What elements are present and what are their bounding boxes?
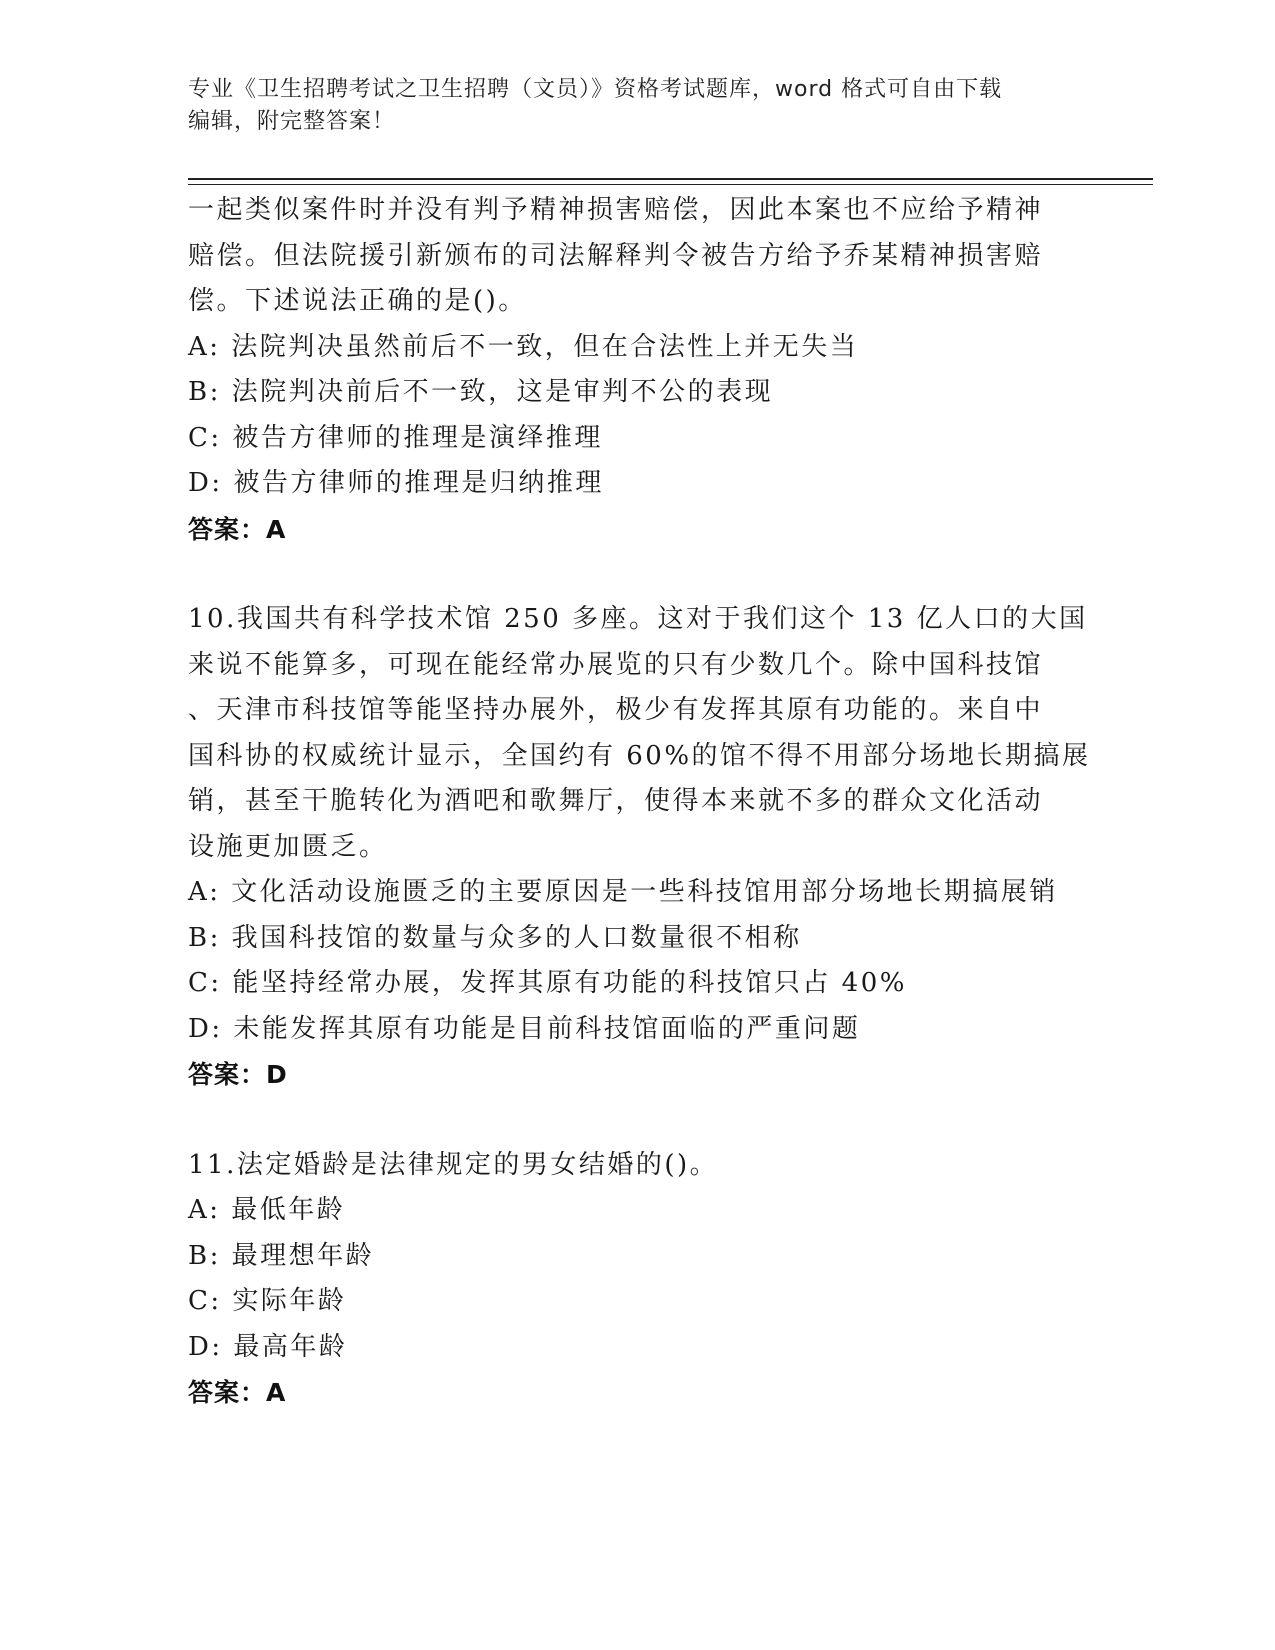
option-b: B: 法院判决前后不一致，这是审判不公的表现 (188, 377, 774, 407)
option-d: D: 未能发挥其原有功能是目前科技馆面临的严重问题 (188, 1013, 861, 1044)
question-content (188, 188, 1091, 1416)
question-9 (188, 188, 1088, 552)
option-a: A: 最低年龄 (188, 1195, 346, 1225)
option-b: B: 最理想年龄 (188, 1240, 375, 1271)
answer-label: 答案：A (188, 1378, 287, 1407)
answer-label: 答案：A (188, 514, 287, 544)
option-d: D: 最高年龄 (188, 1331, 348, 1362)
question-stem-line: 国科协的权威统计显示，全国约有 60%的馆不得不用部分场地长期搞展 (188, 740, 1091, 771)
question-stem-line: 、天津市科技馆等能坚持办展外，极少有发挥其原有功能的。来自中 (188, 695, 1044, 725)
option-d: D: 被告方律师的推理是归纳推理 (188, 468, 604, 498)
question-stem-line: 设施更加匮乏。 (188, 831, 388, 862)
spacer (188, 552, 1088, 597)
header-divider-thin (188, 184, 1153, 185)
document-header (188, 74, 1088, 138)
question-stem-line: 一起类似案件时并没有判予精神损害赔偿，因此本案也不应给予精神 (188, 195, 1044, 225)
spacer (188, 1098, 1088, 1143)
option-a: A: 法院判决虽然前后不一致，但在合法性上并无失当 (188, 331, 859, 362)
header-divider-thick (188, 178, 1153, 180)
question-stem-line: 偿。下述说法正确的是()。 (188, 286, 527, 316)
question-stem-line: 10.我国共有科学技术馆 250 多座。这对于我们这个 13 亿人口的大国 (188, 604, 1088, 634)
option-b: B: 我国科技馆的数量与众多的人口数量很不相称 (188, 922, 802, 953)
question-stem-line: 来说不能算多，可现在能经常办展览的只有少数几个。除中国科技馆 (188, 649, 1044, 680)
option-c: C: 能坚持经常办展，发挥其原有功能的科技馆只占 40% (188, 968, 907, 998)
question-stem-line: 赔偿。但法院援引新颁布的司法解释判令被告方给予乔某精神损害赔 (188, 240, 1044, 271)
answer-label: 答案：D (188, 1060, 288, 1089)
header-line-2: 编辑，附完整答案！ (188, 109, 396, 134)
option-a: A: 文化活动设施匮乏的主要原因是一些科技馆用部分场地长期搞展销 (188, 877, 1058, 907)
option-c: C: 被告方律师的推理是演绎推理 (188, 422, 603, 453)
question-stem-line: 销，甚至干脆转化为酒吧和歌舞厅，使得本来就不多的群众文化活动 (188, 786, 1044, 816)
option-c: C: 实际年龄 (188, 1286, 347, 1316)
question-11 (188, 1143, 1088, 1416)
header-line-1: 专业《卫生招聘考试之卫生招聘（文员）》资格考试题库，word 格式可自由下载 (188, 77, 1003, 102)
question-10 (188, 597, 1091, 1098)
question-stem-line: 11.法定婚龄是法律规定的男女结婚的()。 (188, 1149, 719, 1180)
